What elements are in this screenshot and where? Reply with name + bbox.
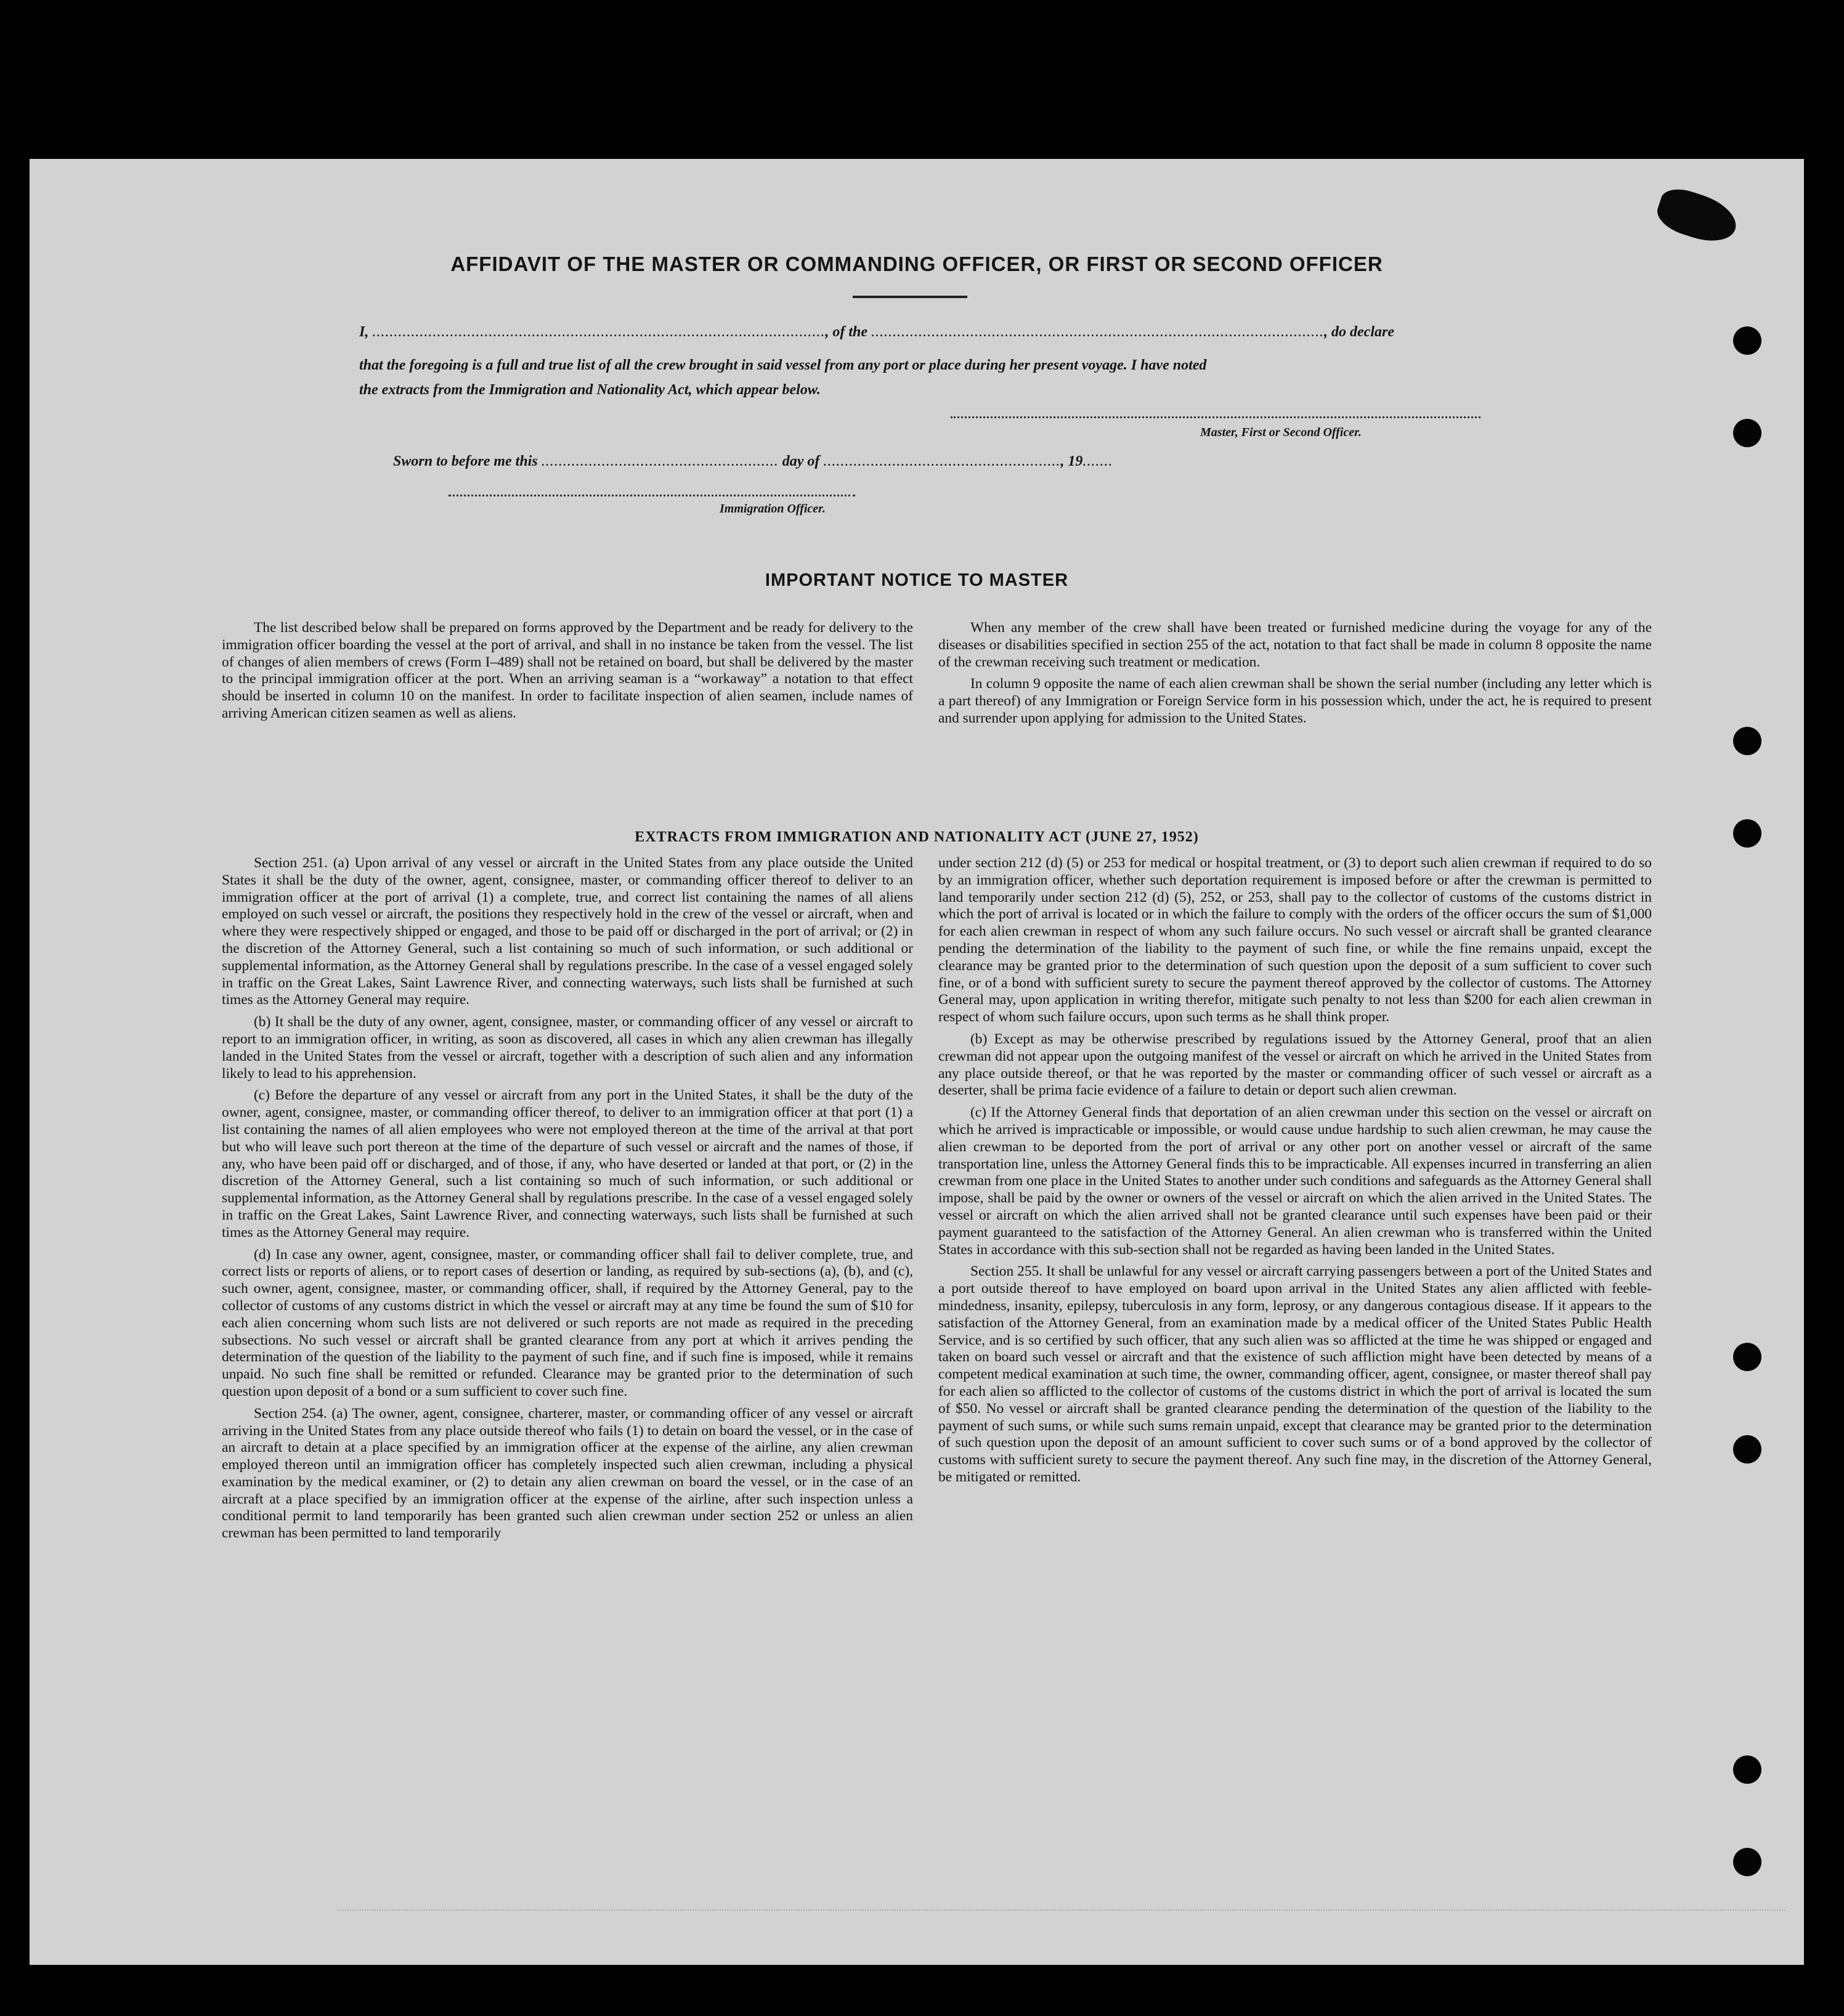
notice-left-paragraph: The list described below shall be prepared on forms approved by the Department and be ready for delivery to the immigration officer boarding the vessel at the port of arrival, and shall in no instance be taken from the vessel. The list of changes of alien members of crews (Form I–489) shall not be retained on board, but shall be delivered by the master to the principal immigration officer at the port. When an arriving seaman is a “workaway” a notation to that effect should be inserted in column 10 on the manifest. In order to facilitate inspection of alien seamen, include names of arriving American citizen seamen as well as aliens.: [222, 620, 913, 721]
sworn-month-blank[interactable]: .......................................................: [823, 453, 1061, 469]
section-251d-paragraph: (d) In case any owner, agent, consignee, master, or commanding officer shall fail to deliver complete, true, and correct lists or reports of aliens, or to report cases of desertion or landing, as required by sub-sections (a), (b), and (c), such owner, agent, consignee, master, or commanding officer, shall, if required by the Attorney General, pay to the collector of customs of any customs district in which the vessel or aircraft may at any time be found the sum of $10 for each alien concerning whom such lists are not delivered or such reports are not made as required in the preceding subsections. No such vessel or aircraft shall be granted clearance from any port at which it arrives pending the determination of the question of the liability to the payment of such fine, and if such fine is imposed, while it remains unpaid. No such fine shall be remitted or refunded. Clearance may be granted prior to the determination of such question upon deposit of a bond or a sum sufficient to cover such fine.: [222, 1246, 913, 1399]
section-251b-paragraph: (b) It shall be the duty of any owner, agent, consignee, master, or commanding officer of any vessel or aircraft to report to an immigration officer, in writing, as soon as discovered, all cases in which any alien crewman has illegally landed in the United States from the vessel or aircraft, together with a description of such alien and any information likely to lead to his apprehension.: [222, 1014, 913, 1082]
master-signature-line[interactable]: [951, 416, 1480, 418]
section-251c-paragraph: (c) Before the departure of any vessel or aircraft from any port in the United States, it shall be the duty of the owner, agent, consignee, master, or commanding officer thereof, to deliver to an immigration officer at that port (1) a list containing the names of all alien employees who were not employed thereon at the time of the arrival at that port but who will leave such port thereon at the time of the departure of such vessel or aircraft and the names of those, if any, who have been paid off or discharged, and of those, if any, who have deserted or landed at that port, or (2) in the discretion of the Attorney General, such a list containing so much of such information, or such additional or supplemental information, as the Attorney General shall by regulations prescribe. In the case of a vessel engaged solely in traffic on the Great Lakes, Saint Lawrence River, and connecting waterways, such lists shall be furnished at such times as the Attorney General may require.: [222, 1087, 913, 1241]
affidavit-of-the: , of the: [825, 324, 868, 340]
section-251a-paragraph: Section 251. (a) Upon arrival of any vessel or aircraft in the United States from any place outside the United States it shall be the duty of the owner, agent, consignee, master, or commanding officer thereof to deliver to an immigration officer at the port of arrival (1) a complete, true, and correct list containing the names of all aliens employed on such vessel or aircraft, the positions they respectively hold in the crew of the vessel or aircraft, when and where they were respectively shipped or engaged, and those to be paid off or discharged in the port of arrival; or (2) in the discretion of the Attorney General, such a list containing so much of such information, or such additional or supplemental information, as the Attorney General shall by regulations prescribe. In the case of a vessel engaged solely in traffic on the Great Lakes, Saint Lawrence River, and connecting waterways, such lists shall be furnished at such times as the Attorney General may require.: [222, 855, 913, 1008]
punch-hole: [1733, 727, 1761, 755]
sworn-line: [393, 453, 1113, 470]
section-254a-paragraph: Section 254. (a) The owner, agent, consignee, charterer, master, or commanding officer of any vessel or aircraft arriving in the United States from any place outside thereof who fails (1) to detain on board the vessel, or in the case of an aircraft to detain at a place specified by an immigration officer at the expense of the airline, any alien crewman employed thereon until an immigration officer has completely inspected such alien crewman, including a physical examination by the medical examiner, or (2) to detain any alien crewman on board the vessel, or in the case of an aircraft at a place specified by an immigration officer at the expense of the airline, after such inspection unless a conditional permit to land temporarily has been granted such alien crewman under section 252 or unless an alien crewman has been permitted to land temporarily: [222, 1405, 913, 1542]
punch-hole: [1733, 1755, 1761, 1784]
notice-right-column: [938, 620, 1652, 732]
extracts-left-column: [222, 855, 913, 1547]
sworn-year: , 19: [1060, 453, 1083, 469]
affidavit-line-1: [359, 324, 1536, 341]
notice-right-paragraph: When any member of the crew shall have been treated or furnished medicine during the voyage for any of the diseases or disabilities specified in section 255 of the act, notation to that fact shall be made in column 8 opposite the name of the crewman receiving such treatment or medication.: [938, 620, 1652, 670]
affidavit-title: AFFIDAVIT OF THE MASTER OR COMMANDING OFFICER, OR FIRST OR SECOND OFFICER: [450, 253, 1383, 275]
section-254a-continued-paragraph: under section 212 (d) (5) or 253 for medical or hospital treatment, or (3) to deport such alien crewman if required to do so by an immigration officer, whether such deportation requirement is imposed before or after the crewman is permitted to land temporarily under section 212 (d) (5), 252, or 253, shall pay to the collector of customs of the customs district in which the port of arrival is located or in which the failure to comply with the orders of the officer occurs the sum of $1,000 for each alien crewman in respect of whom any such failure occurs. No such vessel or aircraft shall be granted clearance pending the determination of the liability to the payment of such fine, or while the fine remains unpaid, except the clearance may be granted prior to the determination of such question upon the deposit of a sum sufficient to cover such fine, or of a bond with sufficient surety to secure the payment thereof approved by the collector of customs. The Attorney General may, upon application in writing therefor, mitigate such penalty to not less than $200 for each alien crewman in respect of whom such failure occurs, upon such terms as he shall think proper.: [938, 855, 1652, 1026]
vessel-blank[interactable]: .........................................................................................................: [871, 324, 1325, 340]
affidavit-declare: , do declare: [1324, 324, 1394, 340]
section-254b-paragraph: (b) Except as may be otherwise prescribed by regulations issued by the Attorney General, proof that an alien crewman did not appear upon the outgoing manifest of the vessel or aircraft on which he arrived in the United States from any place outside thereof, or that he was reported by the master or commanding officer of such vessel or aircraft as a deserter, shall be prima facie evidence of a failure to detain or deport such alien crewman.: [938, 1030, 1652, 1099]
punch-hole: [1733, 1848, 1761, 1876]
extracts-right-column: [938, 855, 1652, 1491]
bleed-through-rule: [338, 1909, 1785, 1911]
immigration-officer-label: Immigration Officer.: [720, 502, 826, 516]
sworn-prefix: Sworn to before me this: [393, 453, 538, 469]
document-page: [30, 159, 1804, 1965]
affidavit-i: I,: [359, 324, 369, 340]
affidavit-line-2: that the foregoing is a full and true list of all the crew brought in said vessel from any port or place during her present voyage. I have noted: [359, 357, 1207, 373]
notice-right-paragraph: In column 9 opposite the name of each alien crewman shall be shown the serial number (including any letter which is a part thereof) of any Immigration or Foreign Service form in his possession which, under the act, he is required to present and surrender upon applying for admission to the United States.: [938, 676, 1652, 726]
punch-hole: [1733, 1435, 1761, 1463]
punch-hole: [1733, 1343, 1761, 1371]
ink-blot-mark: [1652, 184, 1742, 249]
section-255-paragraph: Section 255. It shall be unlawful for any vessel or aircraft carrying passengers between a port of the United States and a port outside thereof to have employed on board upon arrival in the United States any alien afflicted with feeble-mindedness, insanity, epilepsy, tuberculosis in any form, leprosy, or any dangerous contagious disease. If it appears to the satisfaction of the Attorney General, from an examination made by a medical officer of the United States Public Health Service, and is so certified by such officer, that any such alien was so afflicted at the time he was shipped or engaged and taken on board such vessel or aircraft and that the existence of such affliction might have been detected by means of a competent medical examination at such time, the owner, commanding officer, agent, consignee, or master thereof shall pay for each alien so afflicted to the collector of customs of the customs district in which the port of arrival is located the sum of $50. No vessel or aircraft shall be granted clearance pending the determination of the question of the liability to the payment of such sums, or while such sums remain unpaid, except that clearance may be granted prior to the determination of such question upon the deposit of an amount sufficient to cover such sums or of a bond approved by the collector of customs with sufficient surety to secure the payment thereof. Any such fine may, in the discretion of the Attorney General, be mitigated or remitted.: [938, 1263, 1652, 1485]
name-blank[interactable]: .........................................................................................................: [372, 324, 826, 340]
section-254c-paragraph: (c) If the Attorney General finds that deportation of an alien crewman under this section on the vessel or aircraft on which he arrived is impracticable or impossible, or would cause undue hardship to such alien crewman, he may cause the alien crewman to be deported from the port of arrival or any other port on another vessel or aircraft of the same transportation line, unless the Attorney General finds this to be impracticable. All expenses incurred in transferring an alien crewman from one place in the United States to another under such conditions and safeguards as the Attorney General shall impose, shall be paid by the owner or owners of the vessel or aircraft on which the alien arrived in the United States. The vessel or aircraft on which the alien arrived shall not be granted clearance until such expenses have been paid or their payment guaranteed to the satisfaction of the Attorney General. An alien crewman who is transferred within the United States in accordance with this sub-section shall not be regarded as having been landed in the United States.: [938, 1104, 1652, 1258]
title-divider: [853, 296, 967, 298]
extracts-title: EXTRACTS FROM IMMIGRATION AND NATIONALITY ACT (JUNE 27, 1952): [635, 829, 1199, 845]
master-signature-label: Master, First or Second Officer.: [1200, 426, 1362, 439]
sworn-day-blank[interactable]: .......................................................: [541, 453, 779, 469]
affidavit-line-3: the extracts from the Immigration and Nationality Act, which appear below.: [359, 382, 821, 398]
sworn-day-of: day of: [782, 453, 820, 469]
notice-left-column: [222, 620, 913, 727]
immigration-officer-signature-line[interactable]: [449, 495, 855, 496]
punch-hole: [1733, 326, 1761, 355]
punch-hole: [1733, 419, 1761, 447]
notice-title: IMPORTANT NOTICE TO MASTER: [765, 570, 1069, 590]
sworn-year-blank[interactable]: .......: [1082, 453, 1113, 469]
